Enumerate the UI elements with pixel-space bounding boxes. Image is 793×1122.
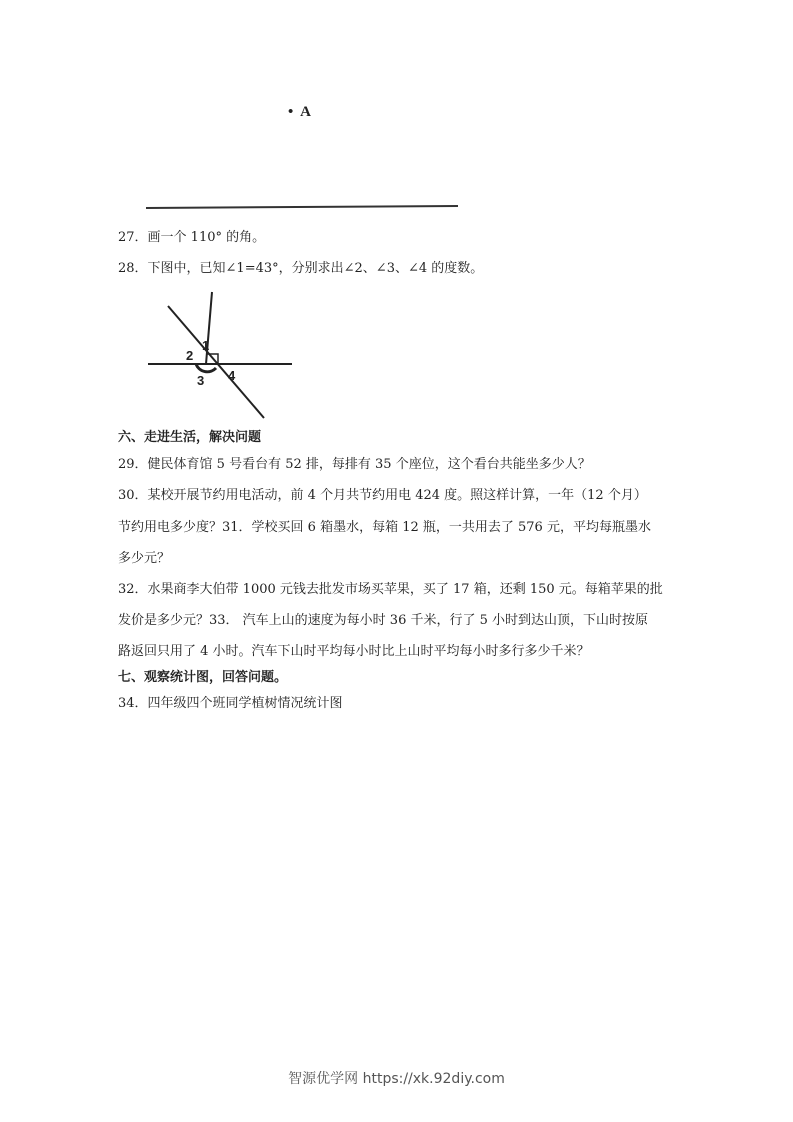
footer-watermark: 智源优学网 https://xk.92diy.com [288,1071,505,1087]
question-32-line2: 发价是多少元？33． 汽车上山的速度为每小时 36 千米，行了 5 小时到达山顶，下山时按原 [118,613,649,628]
question-28: 28．下图中，已知∠1=43°，分别求出∠2、∠3、∠4 的度数。 [118,261,484,276]
angle-label-3: 3 [197,373,205,388]
angle-label-4: 4 [228,368,236,383]
question-27: 27．画一个 110° 的角。 [118,230,266,245]
point-a-label: • A [288,104,314,120]
angle-label-2: 2 [186,348,194,363]
diagonal-line [168,306,264,418]
question-33-line3: 路返回只用了 4 小时。汽车下山时平均每小时比上山时平均每小时多行多少千米？ [118,644,590,659]
drawn-line [140,200,465,214]
section-7-heading: 七、观察统计图，回答问题。 [118,670,288,685]
angle-diagram [140,288,300,423]
angle-arc-3 [196,364,216,372]
question-29: 29．健民体育馆 5 号看台有 52 排，每排有 35 个座位，这个看台共能坐多少人？ [118,457,591,472]
question-31-line3: 多少元？ [118,551,171,566]
question-30-line2: 节约用电多少度？31．学校买回 6 箱墨水，每箱 12 瓶，一共用去了 576 元，平均每瓶墨水 [118,520,651,535]
section-6-heading: 六、走进生活，解决问题 [118,430,262,445]
angle-label-1: 1 [202,338,210,353]
question-30-line1: 30．某校开展节约用电活动，前 4 个月共节约用电 424 度。照这样计算，一年（12 个月） [118,488,647,503]
question-32-line1: 32．水果商李大伯带 1000 元钱去批发市场买苹果，买了 17 箱，还剩 150 元。每箱苹果的批 [118,582,663,597]
question-34: 34．四年级四个班同学植树情况统计图 [118,696,343,711]
